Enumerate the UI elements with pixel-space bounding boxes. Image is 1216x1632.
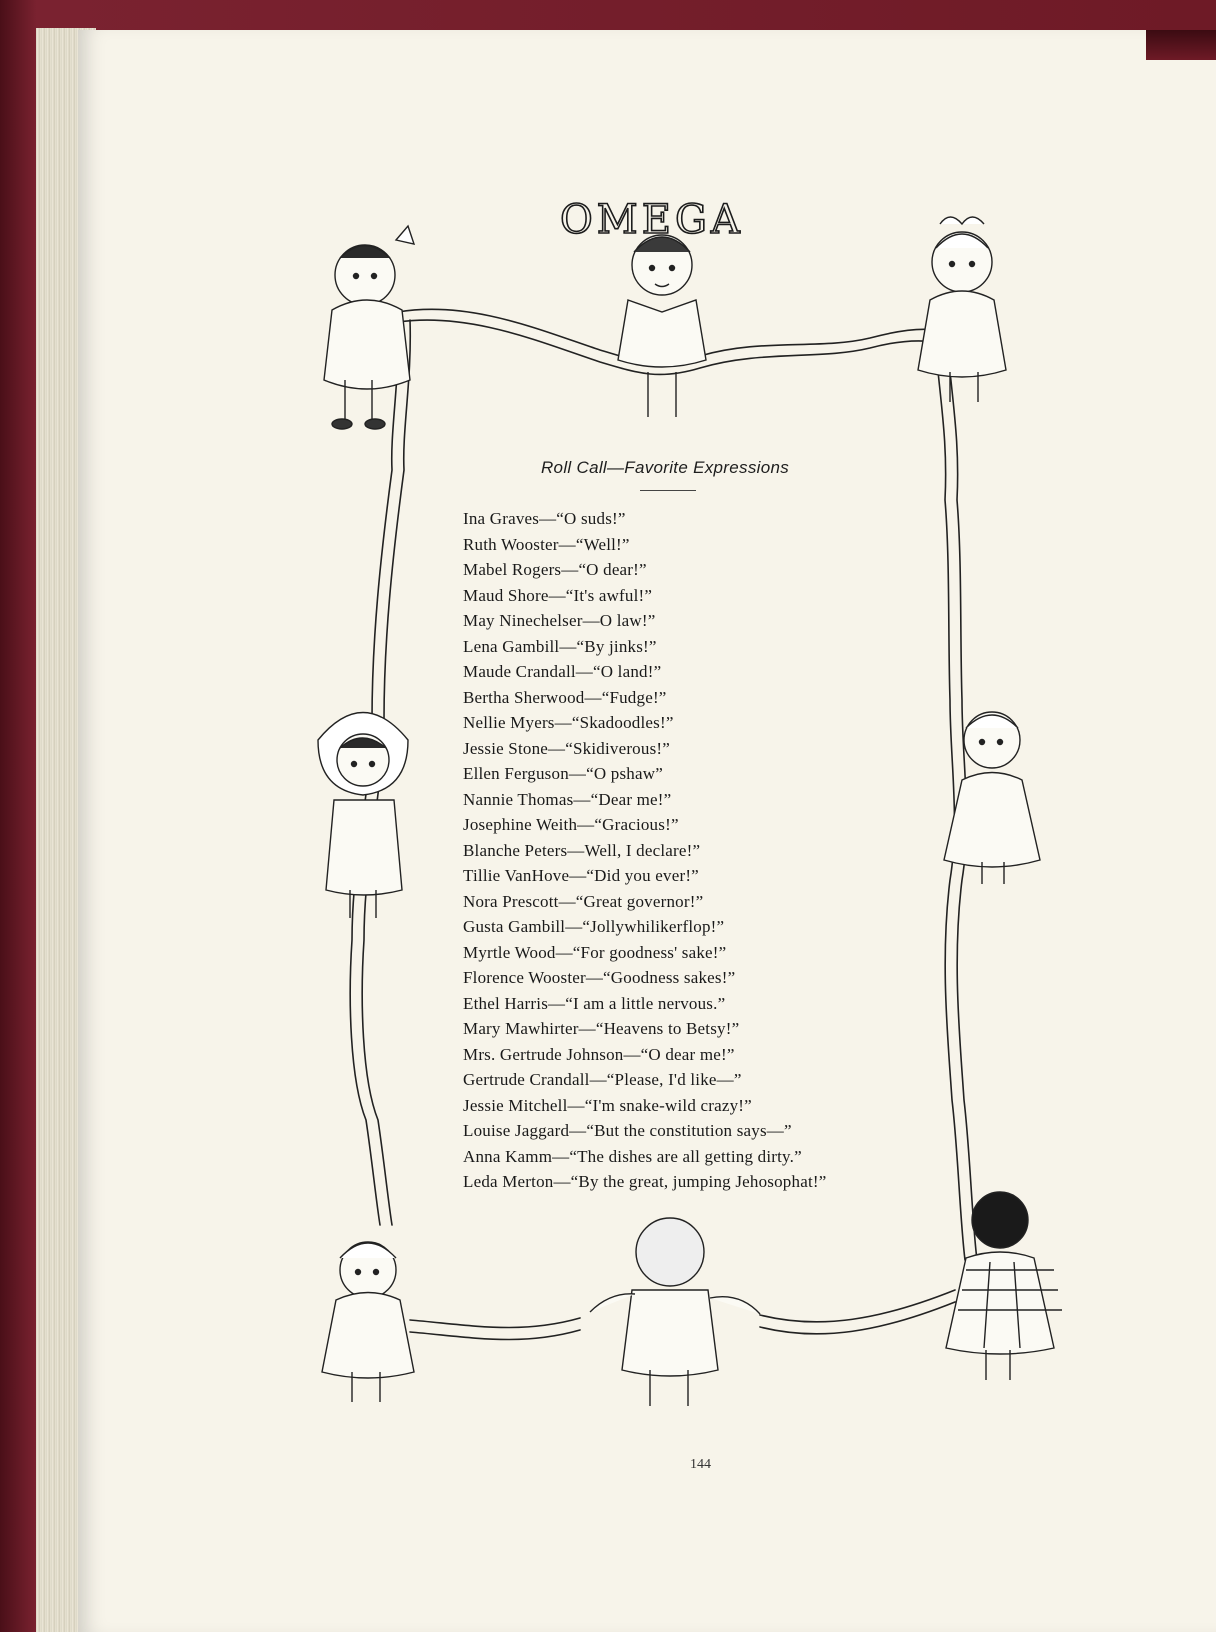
- roll-call-title: Roll Call—Favorite Expressions: [540, 458, 790, 477]
- doll-middle-left: [318, 713, 408, 919]
- roster-item: Ethel Harris—“I am a little nervous.”: [463, 993, 726, 1013]
- roster-item: Nannie Thomas—“Dear me!”: [463, 789, 672, 809]
- doll-bottom-center: [590, 1218, 760, 1406]
- roster-item: Mrs. Gertrude Johnson—“O dear me!”: [463, 1044, 735, 1064]
- roster-item: Mary Mawhirter—“Heavens to Betsy!”: [463, 1019, 740, 1038]
- doll-middle-right: [944, 712, 1040, 884]
- roster-item: Louise Jaggard—“But the constitution says—”: [463, 1121, 792, 1140]
- doll-top-left: [324, 226, 414, 429]
- roster-item: Tillie VanHove—“Did you ever!”: [463, 866, 699, 885]
- roster-item: Ellen Ferguson—“O pshaw”: [463, 764, 663, 783]
- roster-item: Ina Graves—“O suds!”: [463, 509, 626, 528]
- roster-item: Jessie Mitchell—“I'm snake-wild crazy!”: [463, 1095, 752, 1115]
- roster-item: Blanche Peters—Well, I declare!”: [463, 840, 701, 860]
- roster-item: Gusta Gambill—“Jollywhilikerflop!”: [463, 917, 725, 936]
- roster-item: Maud Shore—“It's awful!”: [463, 585, 653, 605]
- page-number: 144: [690, 1457, 711, 1472]
- roster-item: May Ninechelser—O law!”: [463, 611, 656, 630]
- roster-item: Nellie Myers—“Skadoodles!”: [463, 713, 674, 732]
- roster-list: [463, 506, 923, 1195]
- roster-item: Florence Wooster—“Goodness sakes!”: [463, 968, 736, 987]
- roster-item: Leda Merton—“By the great, jumping Jehosophat!”: [463, 1172, 827, 1191]
- title-rule: [640, 490, 696, 491]
- doll-bottom-right: [946, 1192, 1062, 1380]
- roster-item: Anna Kamm—“The dishes are all getting dirty.”: [463, 1146, 802, 1166]
- roster-item: Bertha Sherwood—“Fudge!”: [463, 687, 667, 707]
- roster-item: Nora Prescott—“Great governor!”: [463, 891, 704, 911]
- roster-item: Mabel Rogers—“O dear!”: [463, 560, 647, 579]
- roster-item: Maude Crandall—“O land!”: [463, 662, 662, 681]
- roster-item: Jessie Stone—“Skidiverous!”: [463, 738, 671, 758]
- roster-item: Josephine Weith—“Gracious!”: [463, 815, 679, 834]
- doll-bottom-left: [322, 1242, 414, 1402]
- doll-top-center: [618, 235, 706, 417]
- roster-item: Lena Gambill—“By jinks!”: [463, 636, 657, 656]
- roster-item: Myrtle Wood—“For goodness' sake!”: [463, 942, 727, 962]
- page-heading: OMEGA: [560, 197, 744, 243]
- roster-item: Ruth Wooster—“Well!”: [463, 534, 630, 554]
- doll-top-right: [918, 217, 1006, 402]
- roster-item: Gertrude Crandall—“Please, I'd like—”: [463, 1070, 742, 1089]
